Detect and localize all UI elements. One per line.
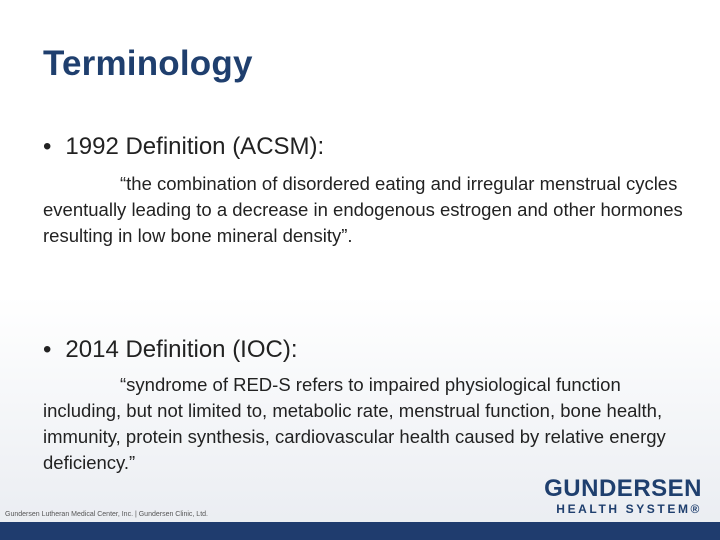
slide-title: Terminology	[43, 44, 253, 83]
bottom-bar	[0, 522, 720, 540]
logo-wordmark: GUNDERSEN	[544, 475, 702, 502]
definition-quote-2014: “syndrome of RED-S refers to impaired physiological function including, but not limited to, metabolic rate, menstrual function, bone health, immunity, protein synthesis, cardiovascular health caused by relative energy deficiency.”	[43, 374, 666, 473]
bullet-1992-definition	[43, 133, 324, 161]
bullet-heading: 2014 Definition (IOC):	[65, 336, 298, 363]
gundersen-logo	[544, 476, 702, 516]
bullet-marker: •	[43, 133, 52, 160]
definition-quote-1992: “the combination of disordered eating and irregular menstrual cycles eventually leading to a decrease in endogenous estrogen and other hormones resulting in low bone mineral density”.	[43, 173, 683, 246]
bullet-2014-definition	[43, 336, 298, 364]
logo-subtitle: HEALTH SYSTEM®	[556, 502, 702, 516]
bullet-heading: 1992 Definition (ACSM):	[65, 133, 325, 160]
bullet-marker: •	[43, 336, 52, 363]
footer-text: Gundersen Lutheran Medical Center, Inc. | Gundersen Clinic, Ltd.	[5, 511, 208, 518]
